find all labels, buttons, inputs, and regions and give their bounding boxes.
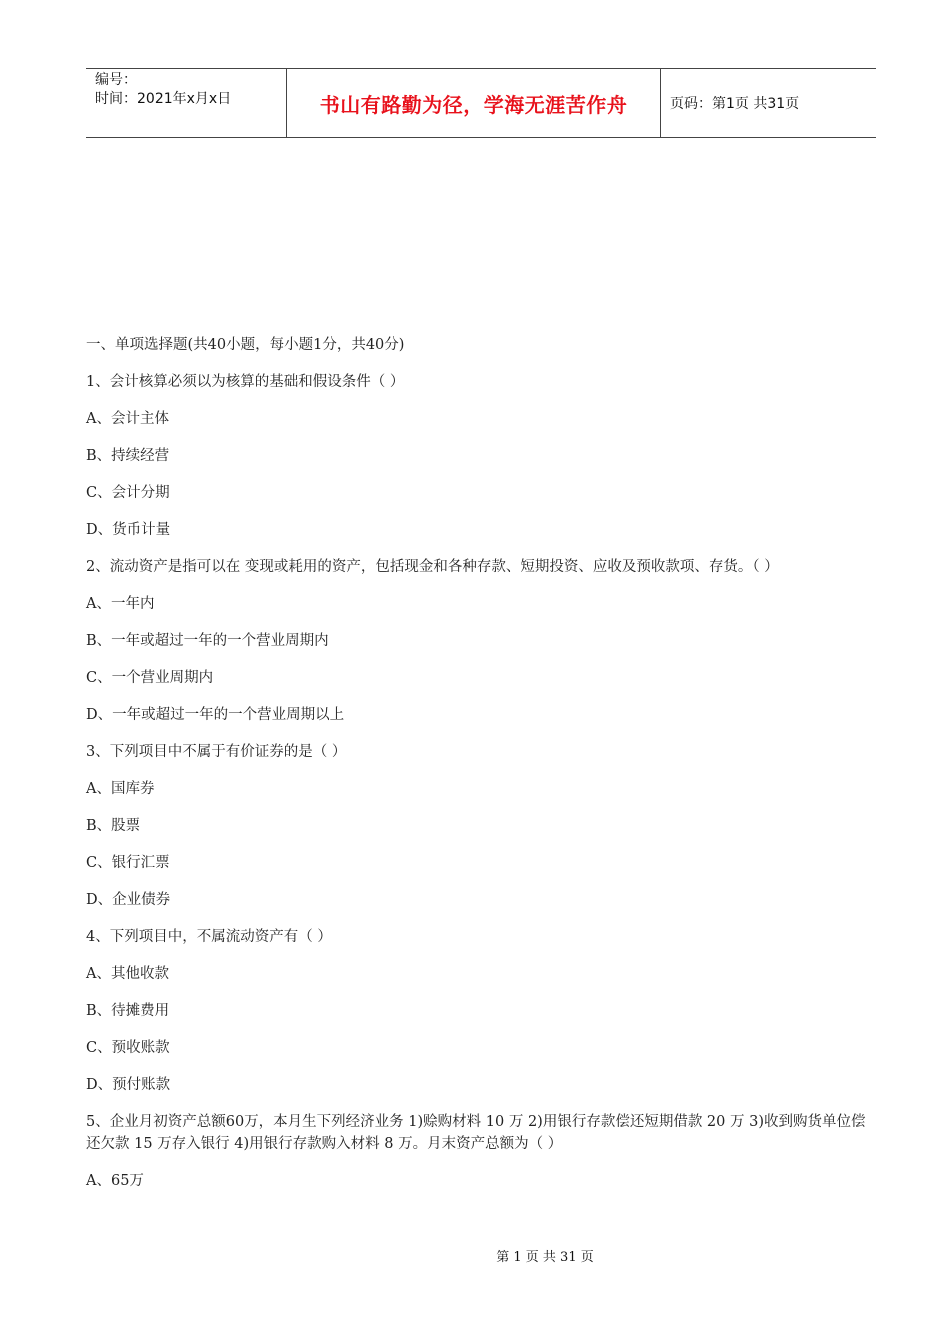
q2-option-d: D、一年或超过一年的一个营业周期以上 [86,707,345,723]
q1-option-b: B、持续经营 [86,448,170,464]
time-label: 时间：2021年x月x日 [95,91,232,107]
q4-option-b: B、待摊费用 [86,1003,170,1019]
q4-option-d: D、预付账款 [86,1077,171,1093]
question-3: 3、下列项目中不属于有价证券的是（ ） [86,744,347,760]
serial-number-label: 编号： [95,72,137,88]
q2-option-c: C、一个营业周期内 [86,670,214,686]
q2-option-b: B、一年或超过一年的一个营业周期内 [86,633,329,649]
question-1: 1、会计核算必须以为核算的基础和假设条件（ ） [86,374,405,390]
q1-option-c: C、会计分期 [86,485,170,501]
document-header [86,68,876,138]
q5-option-a: A、65万 [86,1173,144,1189]
q3-option-c: C、银行汇票 [86,855,170,871]
header-motto [287,69,661,137]
q3-option-a: A、国库券 [86,781,155,797]
footer-page-number: 第 1 页 共 31 页 [496,1250,594,1265]
motto-text: 书山有路勤为径，学海无涯苦作舟 [319,92,628,117]
q3-option-b: B、股票 [86,818,141,834]
question-5: 5、企业月初资产总额60万，本月生下列经济业务 1)赊购材料 10 万 2)用银行存款偿还短期借款 20 万 3)收到购货单位偿还欠款 15 万存入银行 4)用银行存款购入材料 8 万。月末资产总额为（ ） [86,1114,866,1152]
page-label: 页码：第1页 共31页 [670,96,800,112]
q4-option-c: C、预收账款 [86,1040,170,1056]
q3-option-d: D、企业债券 [86,892,171,908]
q4-option-a: A、其他收款 [86,966,169,982]
section-title: 一、单项选择题(共40小题，每小题1分，共40分) [86,337,405,353]
question-2: 2、流动资产是指可以在 变现或耗用的资产，包括现金和各种存款、短期投资、应收及预收款项、存货。（ ） [86,559,779,575]
q1-option-a: A、会计主体 [86,411,169,427]
page-footer [0,1246,950,1265]
q1-option-d: D、货币计量 [86,522,171,538]
question-content [86,334,878,1207]
q2-option-a: A、一年内 [86,596,155,612]
question-4: 4、下列项目中，不属流动资产有（ ） [86,929,332,945]
header-page-info [661,69,876,137]
header-meta [86,69,287,137]
